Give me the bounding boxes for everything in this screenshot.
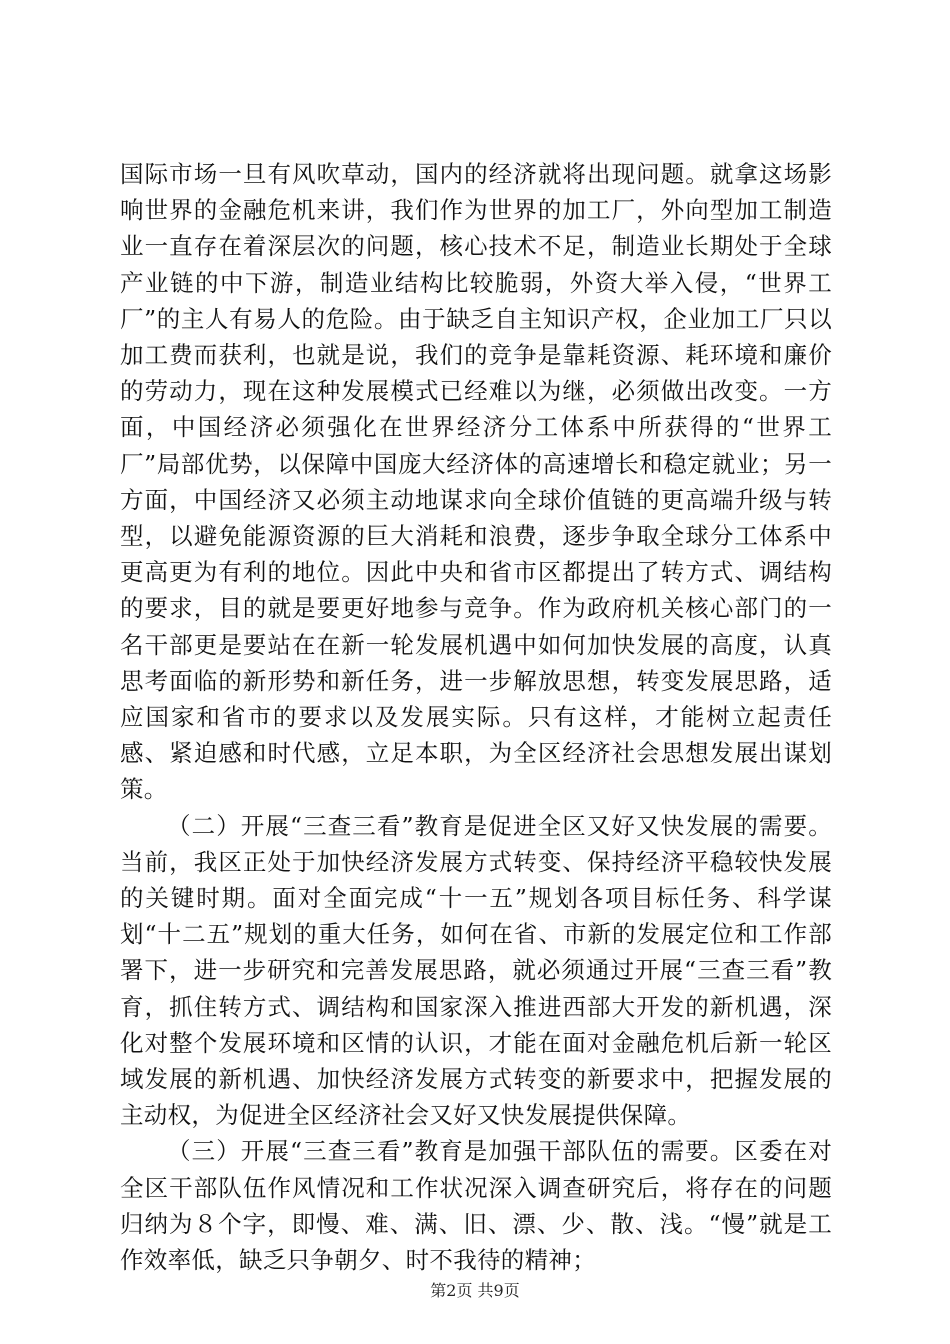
paragraph-2: （二）开展“三查三看”教育是促进全区又好又快发展的需要。当前，我区正处于加快经济发展方式转变、保持经济平稳较快发展的关键时期。面对全面完成“十一五”规划各项目标任务、科学谋划“十二五”规划的重大任务，如何在省、市新的发展定位和工作部署下，进一步研究和完善发展思路，就必须通过开展“三查三看”教育，抓住转方式、调结构和国家深入推进西部大开发的新机遇，深化对整个发展环境和区情的认识，才能在面对金融危机后新一轮区域发展的新机遇、加快经济发展方式转变的新要求中，把握发展的主动权，为促进全区经济社会又好又快发展提供保障。	[120, 811, 832, 1130]
page-number-footer: 第2页 共9页	[430, 1281, 520, 1300]
paragraph-1: 国际市场一旦有风吹草动，国内的经济就将出现问题。就拿这场影响世界的金融危机来讲，我们作为世界的加工厂，外向型加工制造业一直存在着深层次的问题，核心技术不足，制造业长期处于全球产业链的中下游，制造业结构比较脆弱，外资大举入侵，“世界工厂”的主人有易人的危险。由于缺乏自主知识产权，企业加工厂只以加工费而获利，也就是说，我们的竞争是靠耗资源、耗环境和廉价的劳动力，现在这种发展模式已经难以为继，必须做出改变。一方面，中国经济必须强化在世界经济分工体系中所获得的“世界工厂”局部优势，以保障中国庞大经济体的高速增长和稳定就业；另一方面，中国经济又必须主动地谋求向全球价值链的更高端升级与转型，以避免能源资源的巨大消耗和浪费，逐步争取全球分工体系中更高更为有利的地位。因此中央和省市区都提出了转方式、调结构的要求，目的就是要更好地参与竞争。作为政府机关核心部门的一名干部更是要站在在新一轮发展机遇中如何加快发展的高度，认真思考面临的新形势和新任务，进一步解放思想，转变发展思路，适应国家和省市的要求以及发展实际。只有这样，才能树立起责任感、紧迫感和时代感，立足本职，为全区经济社会思想发展出谋划策。	[120, 160, 832, 804]
document-body	[120, 156, 832, 1278]
paragraph-3: （三）开展“三查三看”教育是加强干部队伍的需要。区委在对全区干部队伍作风情况和工作状况深入调查研究后，将存在的问题归纳为８个字，即慢、难、满、旧、漂、少、散、浅。“慢”就是工作效率低，缺乏只争朝夕、时不我待的精神；	[120, 1137, 832, 1275]
